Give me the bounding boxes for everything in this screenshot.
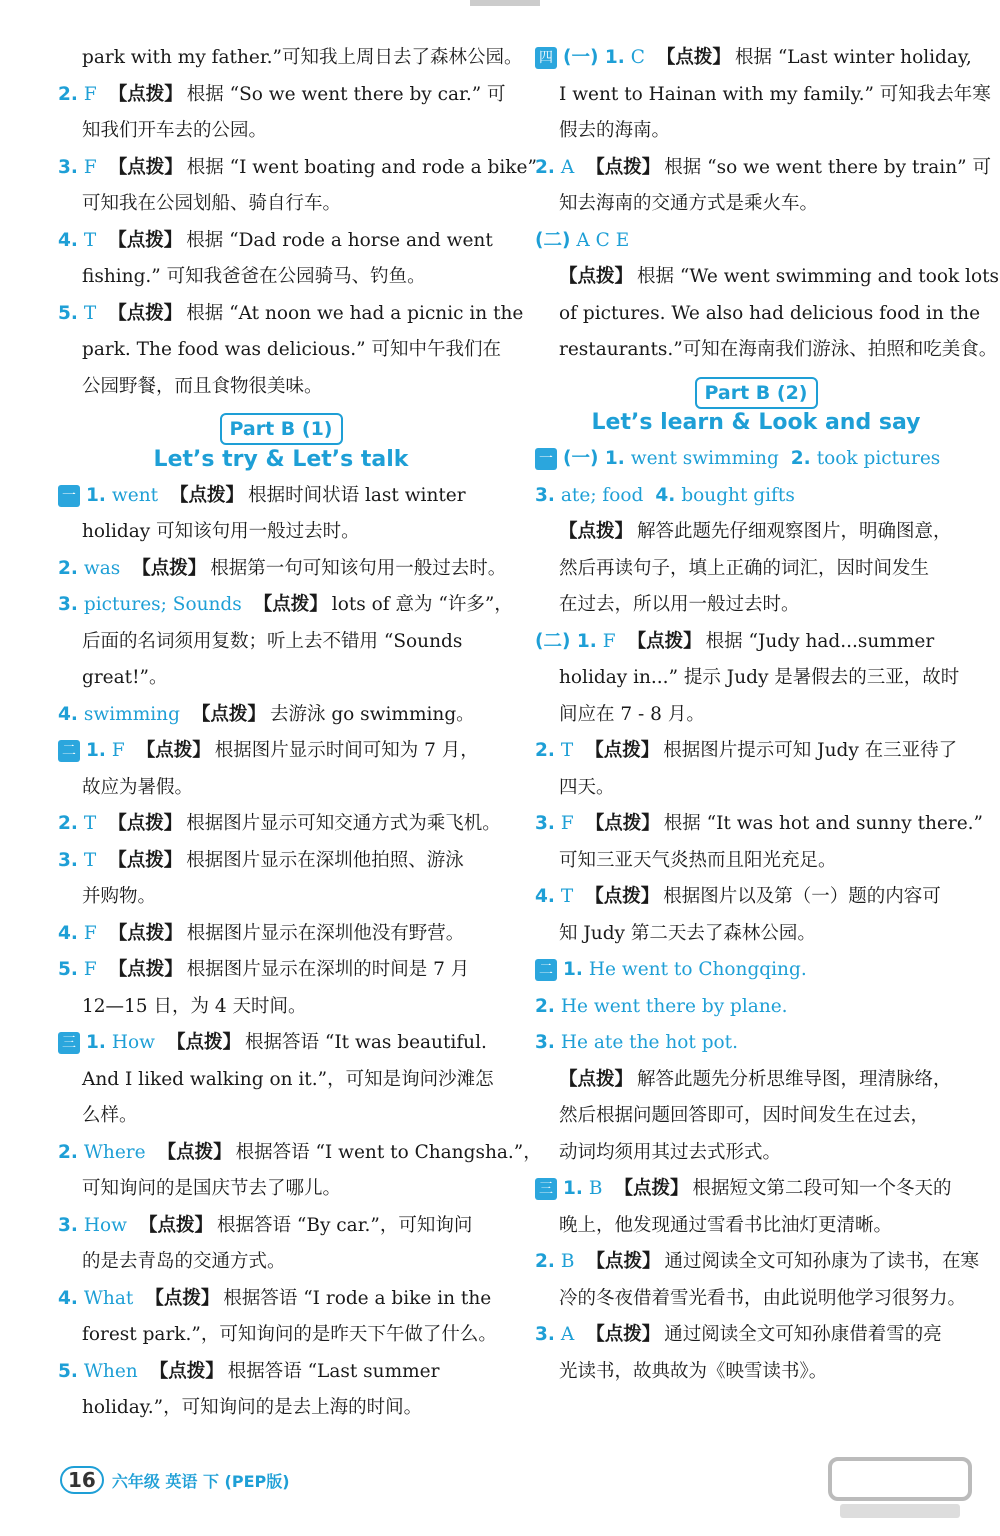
explanation-text: 根据 “so we went there by train” 可 [664, 156, 991, 178]
explanation-text: fishing.” 可知我爸爸在公园骑马、钓鱼。 [82, 266, 426, 287]
answer: ate; food [560, 484, 644, 506]
question-number: 3. [535, 1032, 555, 1053]
explanation-text: 在过去，所以用一般过去时。 [559, 594, 800, 615]
question-number: 2. [58, 813, 78, 834]
text-line [535, 40, 977, 77]
text-line [58, 770, 504, 807]
explanation-text: 根据图片显示可知交通方式为乘飞机。 [186, 813, 501, 834]
hint-tag: 【点拨】 [170, 484, 245, 506]
explanation-text: 光读书，故典故为《映雪读书》。 [559, 1360, 828, 1382]
explanation-text: 可知我在公园划船、骑自行车。 [82, 193, 342, 214]
question-number: 1. [563, 1178, 583, 1199]
text-line [58, 296, 524, 333]
explanation-text: restaurants.”可知在海南我们游泳、拍照和吃美食。 [559, 339, 998, 360]
hint-tag: 【点拨】 [108, 813, 183, 834]
text-line [58, 223, 504, 260]
question-number: 2. [535, 995, 555, 1017]
text-line [535, 1317, 977, 1354]
answer: B [588, 1178, 603, 1199]
text-line [535, 113, 977, 150]
hint-tag: 【点拨】 [627, 630, 702, 652]
text-line [58, 551, 507, 588]
explanation-text: of pictures. We also had delicious food in the [559, 302, 981, 324]
explanation-text: 根据 “Last winter holiday, [734, 47, 972, 68]
hint-tag: 【点拨】 [253, 594, 328, 615]
explanation-text: 根据 “We went swimming and took lots [637, 266, 1000, 287]
left-column [58, 40, 542, 1427]
hint-tag: 【点拨】 [108, 922, 183, 944]
text-line [535, 150, 991, 187]
explanation-text: 12—15 日，为 4 天时间。 [82, 995, 307, 1017]
text-line [535, 879, 977, 916]
explanation-text: 根据图片提示可知 Judy 在三亚待了 [663, 740, 958, 761]
text-line [535, 1244, 980, 1281]
explanation-text: 根据 “So we went there by car.” 可 [186, 83, 506, 105]
explanation-text: lots of 意为 “许多”， [331, 594, 513, 615]
answer: B [560, 1251, 575, 1272]
explanation-text: 根据图片以及第（一）题的内容可 [663, 886, 941, 907]
hint-tag: 【点拨】 [136, 740, 211, 761]
hint-tag: 【点拨】 [108, 302, 183, 324]
text-line [535, 478, 977, 515]
text-line [535, 1354, 977, 1391]
text-line [535, 259, 1000, 296]
explanation-text: 知 Judy 第二天去了森林公园。 [559, 922, 816, 944]
answer: F [111, 740, 125, 761]
explanation-text: 去游泳 go swimming。 [269, 703, 475, 725]
answer: F [83, 156, 97, 178]
explanation-text: 晚上，他发现通过雪看书比油灯更清晰。 [559, 1214, 893, 1236]
section-marker: 一 [535, 448, 557, 470]
explanation-text: 然后根据问题回答即可，因时间发生在过去， [559, 1105, 930, 1126]
answer: was [83, 557, 121, 579]
hint-tag: 【点拨】 [585, 740, 660, 761]
text-line [535, 77, 991, 114]
text-line [58, 1171, 504, 1208]
answer: A [560, 1324, 575, 1345]
hint-tag: 【点拨】 [656, 47, 731, 68]
text-line [58, 186, 504, 223]
explanation-text: holiday.”，可知询问的是去上海的时间。 [82, 1397, 423, 1418]
hint-tag: 【点拨】 [145, 1287, 220, 1309]
question-number: 1. [86, 1032, 106, 1053]
answer: T [83, 813, 97, 834]
text-line [58, 624, 504, 661]
hint-tag: 【点拨】 [157, 1141, 232, 1163]
explanation-text: 动词均须用其过去式形式。 [559, 1141, 782, 1163]
question-number: 2. [535, 740, 555, 761]
text-line [58, 1208, 504, 1245]
question-number: 1. [86, 740, 106, 761]
answer: T [560, 886, 574, 907]
explanation-text: 根据时间状语 last winter [248, 484, 466, 506]
text-line [58, 259, 504, 296]
hint-tag: 【点拨】 [559, 521, 634, 542]
explanation-text: 假去的海南。 [559, 120, 671, 141]
explanation-text: park with my father.”可知我上周日去了森林公园。 [82, 47, 523, 68]
text-line [535, 806, 983, 843]
explanation-text: 然后再读句子，填上正确的词汇，因时间发生 [559, 557, 930, 579]
explanation-text: I went to Hainan with my family.” 可知我去年寒 [559, 83, 991, 105]
section-heading-row [58, 405, 504, 442]
answer: F [83, 83, 97, 105]
explanation-text: 冷的冬夜借着雪光看书，由此说明他学习很努力。 [559, 1287, 967, 1309]
text-line [535, 733, 977, 770]
hint-tag: 【点拨】 [108, 229, 183, 251]
text-line [535, 989, 977, 1026]
text-line [58, 843, 504, 880]
question-number: 4. [58, 229, 78, 251]
section-marker: 三 [535, 1178, 557, 1200]
explanation-text: 根据第一句可知该句用一般过去时。 [210, 557, 507, 579]
question-number: 5. [58, 959, 78, 980]
question-number: 2. [58, 557, 78, 579]
text-line [535, 1062, 977, 1099]
text-line [58, 1025, 504, 1062]
text-line [535, 223, 977, 260]
explanation-text: 根据 “I went boating and rode a bike” [186, 156, 537, 178]
hint-tag: 【点拨】 [108, 83, 183, 105]
text-line [58, 40, 523, 77]
text-line [535, 624, 977, 661]
explanation-text: 根据图片显示时间可知为 7 月， [214, 740, 479, 761]
question-number: 2. [535, 156, 555, 178]
explanation-text: 通过阅读全文可知孙康为了读书，在寒 [664, 1251, 980, 1272]
text-line [535, 296, 981, 333]
text-line [535, 770, 977, 807]
right-column [535, 40, 1000, 1390]
explanation-text: forest park.”，可知询问的是昨天下午做了什么。 [82, 1324, 497, 1345]
text-line [535, 697, 977, 734]
explanation-text: 知去海南的交通方式是乘火车。 [559, 193, 819, 214]
answer: went [111, 484, 159, 506]
text-line [535, 1208, 977, 1245]
answer: F [602, 630, 616, 652]
explanation-text: 知我们开车去的公园。 [82, 120, 268, 141]
question-number: 4. [58, 1287, 78, 1309]
answer: He went to Chongqing. [588, 959, 807, 980]
section-subtitle: Let’s try & Let’s talk [153, 446, 409, 472]
answer: bought gifts [681, 484, 795, 506]
question-number: 4. [58, 703, 78, 725]
answer: How [83, 1214, 128, 1236]
answer: Where [83, 1141, 146, 1163]
text-line [535, 441, 977, 478]
text-line [58, 369, 504, 406]
question-number: 3. [535, 484, 555, 506]
part-heading: Part B (1) [220, 413, 343, 445]
answer: When [83, 1360, 138, 1382]
text-line [58, 806, 504, 843]
text-line [535, 1098, 977, 1135]
text-line [535, 1025, 977, 1062]
section-marker: 二 [535, 959, 557, 981]
text-line [535, 1281, 977, 1318]
text-line [58, 150, 537, 187]
hint-tag: 【点拨】 [132, 557, 207, 579]
explanation-text: 根据答语 “Last summer [227, 1360, 440, 1382]
text-line [58, 77, 504, 114]
question-number: 4. [655, 484, 676, 506]
text-line [535, 1135, 977, 1172]
section-subtitle: Let’s learn & Look and say [591, 410, 921, 435]
explanation-text: 根据 “At noon we had a picnic in the [186, 302, 524, 324]
question-number: 2. [58, 1141, 78, 1163]
question-number: 3. [535, 1324, 555, 1345]
explanation-text: And I liked walking on it.”，可知是询问沙滩怎 [82, 1068, 494, 1090]
text-line [58, 1317, 504, 1354]
question-number: (一) 1. [563, 448, 625, 469]
explanation-text: 并购物。 [82, 886, 157, 907]
explanation-text: 四天。 [559, 776, 615, 798]
section-marker: 二 [58, 740, 80, 762]
page-footer [60, 1462, 290, 1498]
question-number: 2. [58, 83, 78, 105]
text-line [58, 1281, 504, 1318]
explanation-text: 解答此题先仔细观察图片，明确图意， [637, 521, 952, 542]
footer-label: 六年级 英语 下 (PEP版) [111, 1471, 290, 1491]
hint-tag: 【点拨】 [167, 1032, 242, 1053]
section-heading-row [535, 369, 977, 406]
text-line [535, 952, 977, 989]
text-line [535, 916, 977, 953]
question-number: (二) [535, 229, 571, 251]
text-line [535, 514, 977, 551]
hint-tag: 【点拨】 [191, 703, 266, 725]
hint-tag: 【点拨】 [108, 959, 183, 980]
explanation-text: 间应在 7 - 8 月。 [559, 703, 705, 725]
text-line [535, 1171, 977, 1208]
text-line [58, 113, 504, 150]
explanation-text: 解答此题先分析思维导图，理清脉络， [637, 1068, 952, 1090]
text-line [58, 332, 504, 369]
hint-tag: 【点拨】 [139, 1214, 214, 1236]
explanation-text: 根据图片显示在深圳的时间是 7 月 [186, 959, 470, 980]
hint-tag: 【点拨】 [585, 813, 660, 834]
text-line [58, 1354, 504, 1391]
answer: T [560, 740, 574, 761]
top-bar [470, 0, 540, 6]
hint-tag: 【点拨】 [149, 1360, 224, 1382]
answer: swimming [83, 703, 180, 725]
explanation-text: holiday 可知该句用一般过去时。 [82, 521, 360, 542]
section-marker: 四 [535, 47, 557, 69]
explanation-text: 根据短文第二段可知一个冬天的 [692, 1178, 952, 1199]
explanation-text: great!”。 [82, 667, 168, 688]
explanation-text: 根据 “Dad rode a horse and went [186, 229, 493, 251]
explanation-text: 可知询问的是国庆节去了哪儿。 [82, 1178, 342, 1199]
explanation-text: 么样。 [82, 1105, 138, 1126]
text-line [58, 1244, 504, 1281]
explanation-text: 根据答语 “By car.”，可知询问 [217, 1214, 473, 1236]
text-line [58, 660, 504, 697]
explanation-text: park. The food was delicious.” 可知中午我们在 [82, 339, 502, 360]
explanation-text: 根据答语 “It was beautiful. [245, 1032, 487, 1053]
text-line [58, 879, 504, 916]
watermark-logo [820, 1454, 980, 1524]
text-line [58, 514, 504, 551]
hint-tag: 【点拨】 [559, 1068, 634, 1090]
question-number: 2. [535, 1251, 555, 1272]
explanation-text: 通过阅读全文可知孙康借着雪的亮 [664, 1324, 942, 1345]
hint-tag: 【点拨】 [108, 849, 183, 871]
explanation-text: 根据答语 “I rode a bike in the [223, 1287, 492, 1309]
page-number: 16 [60, 1466, 104, 1494]
text-line [58, 697, 504, 734]
question-number: 3. [58, 594, 78, 615]
section-marker: 一 [58, 485, 80, 507]
text-line [535, 587, 977, 624]
answer: How [111, 1032, 156, 1053]
text-line [58, 916, 504, 953]
explanation-text: holiday in...” 提示 Judy 是暑假去的三亚，故时 [559, 667, 960, 688]
hint-tag: 【点拨】 [586, 156, 661, 178]
answer: went swimming [630, 448, 779, 469]
text-line [535, 186, 977, 223]
text-line [535, 660, 977, 697]
question-number: 4. [58, 922, 78, 944]
answer: He went there by plane. [560, 995, 788, 1017]
text-line [58, 989, 504, 1026]
text-line [58, 1098, 504, 1135]
hint-tag: 【点拨】 [585, 886, 660, 907]
answer: F [83, 922, 97, 944]
text-line [535, 551, 977, 588]
answer: He ate the hot pot. [560, 1032, 739, 1053]
text-line [535, 843, 977, 880]
question-number: (一) 1. [563, 47, 625, 68]
question-number: 4. [535, 886, 555, 907]
text-line [58, 587, 513, 624]
hint-tag: 【点拨】 [559, 266, 634, 287]
explanation-text: 根据 “It was hot and sunny there.” [663, 813, 983, 834]
text-line [535, 332, 998, 369]
explanation-text: 根据答语 “I went to Changsha.”， [235, 1141, 542, 1163]
explanation-text: 根据图片显示在深圳他没有野营。 [186, 922, 465, 944]
explanation-text: 可知三亚天气炎热而且阳光充足。 [559, 849, 837, 871]
text-line [58, 1390, 504, 1427]
question-number: 3. [58, 849, 78, 871]
answer: C [630, 47, 645, 68]
answer: F [560, 813, 574, 834]
answer: F [83, 959, 97, 980]
answer: T [83, 302, 97, 324]
text-line [58, 1062, 504, 1099]
answer: T [83, 849, 97, 871]
explanation-text: 的是去青岛的交通方式。 [82, 1251, 286, 1272]
hint-tag: 【点拨】 [108, 156, 183, 178]
explanation-text: 后面的名词须用复数；听上去不错用 “Sounds [82, 630, 463, 652]
explanation-text: 公园野餐，而且食物很美味。 [82, 375, 323, 397]
text-line [58, 1135, 542, 1172]
answer: A C E [576, 229, 630, 251]
text-line [58, 733, 504, 770]
answer: What [83, 1287, 134, 1309]
question-number: 3. [535, 813, 555, 834]
explanation-text: 故应为暑假。 [82, 776, 194, 798]
question-number: (二) 1. [535, 630, 597, 652]
hint-tag: 【点拨】 [586, 1251, 661, 1272]
text-line [58, 478, 504, 515]
question-number: 2. [790, 448, 811, 469]
explanation-text: 根据图片显示在深圳他拍照、游泳 [186, 849, 464, 871]
question-number: 3. [58, 156, 78, 178]
hint-tag: 【点拨】 [586, 1324, 661, 1345]
question-number: 3. [58, 1214, 78, 1236]
question-number: 1. [563, 959, 583, 980]
answer: T [83, 229, 97, 251]
answer: A [560, 156, 575, 178]
answer: pictures; Sounds [83, 594, 242, 615]
explanation-text: 根据 “Judy had...summer [705, 630, 935, 652]
hint-tag: 【点拨】 [614, 1178, 689, 1199]
question-number: 1. [86, 484, 106, 506]
part-heading: Part B (2) [695, 377, 818, 409]
answer: took pictures [816, 448, 941, 469]
text-line [58, 952, 504, 989]
question-number: 5. [58, 302, 78, 324]
section-marker: 三 [58, 1032, 80, 1054]
question-number: 5. [58, 1360, 78, 1382]
